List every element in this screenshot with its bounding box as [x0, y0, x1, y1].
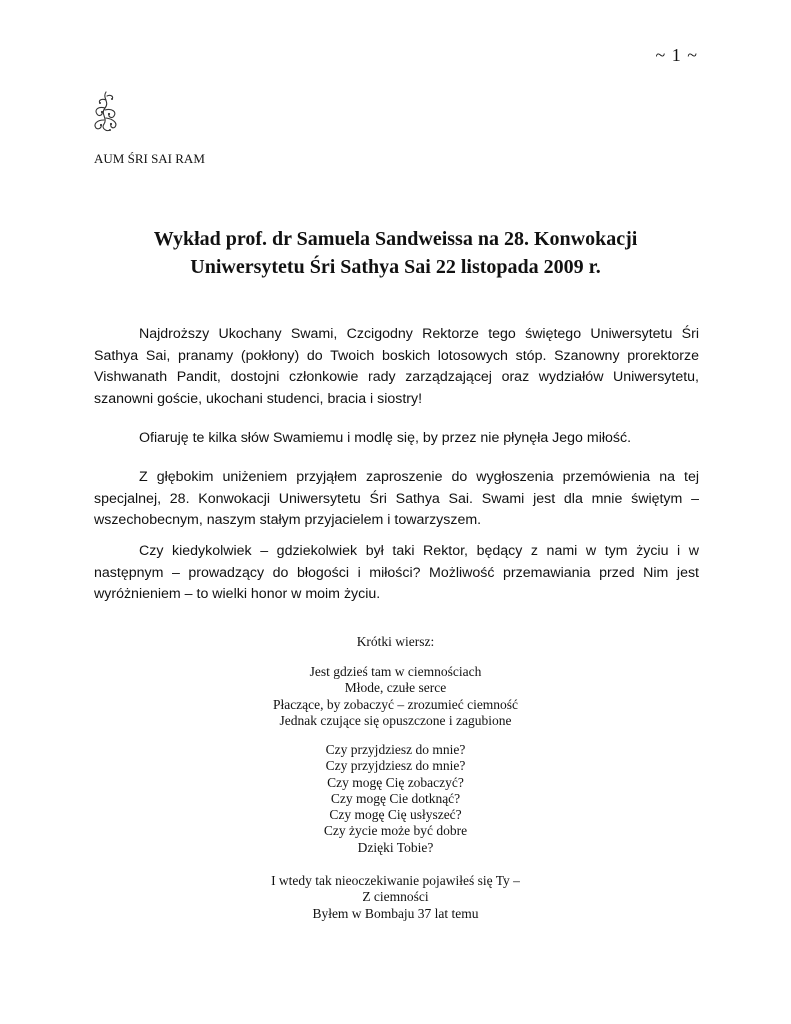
poem-line: Czy przyjdziesz do mnie?	[325, 742, 466, 757]
poem-stanza-2	[0, 742, 791, 856]
poem-line: Dzięki Tobie?	[357, 839, 434, 855]
poem-line: Jednak czujące się opuszczone i zagubione	[279, 712, 512, 728]
poem-stanza-1	[0, 664, 791, 729]
paragraph-4	[94, 541, 699, 606]
paragraph-3	[94, 467, 699, 532]
header-text: AUM ŚRI SAI RAM	[94, 151, 205, 166]
page-number: ~ 1 ~	[655, 45, 698, 65]
flourish-ornament-icon	[88, 90, 124, 134]
poem-stanza-3	[0, 873, 791, 922]
paragraph-1	[94, 324, 699, 410]
poem-line: Byłem w Bombaju 37 lat temu	[312, 905, 479, 921]
poem-line: Czy mogę Cie dotknąć?	[330, 790, 461, 806]
poem-line: Młode, czułe serce	[344, 680, 447, 696]
title-line-1: Wykład prof. dr Samuela Sandweissa na 28. Konwokacji	[153, 228, 638, 250]
poem-line: Czy życie może być dobre	[323, 823, 468, 839]
poem-line: Z ciemności	[362, 889, 429, 905]
paragraph-text: Z głębokim uniżeniem przyjąłem zaproszenie do wygłoszenia przemówienia na tej specjalnej, 28. Konwokacji Uniwersytetu Śri Sathya Sai. Swami jest dla mnie świętym – wszechobecnym, naszym stałym przyjacielem i towarzyszem.	[94, 469, 699, 529]
document-title	[80, 225, 711, 281]
poem-line: Jest gdzieś tam w ciemnościach	[309, 664, 482, 679]
paragraph-text: Czy kiedykolwiek – gdziekolwiek był taki Rektor, będący z nami w tym życiu i w następnym – prowadzący do błogości i miłości? Możliwość przemawiania przed Nim jest wyróżnieniem – to wielki honor w moim życiu.	[94, 543, 699, 603]
paragraph-text: Najdroższy Ukochany Swami, Czcigodny Rektorze tego świętego Uniwersytetu Śri Sathya Sai, pranamy (pokłony) do Twoich boskich lotosowych stóp. Szanowny prorektorze Vishwanath Pandit, dostojni członkowie rady zarządzającej oraz wydziałów Uniwersytetu, szanowni goście, ukochani studenci, bracia i siostry!	[94, 326, 699, 407]
poem-line: Czy mogę Cię zobaczyć?	[327, 774, 464, 790]
title-line-2: Uniwersytetu Śri Sathya Sai 22 listopada 2009 r.	[190, 256, 601, 278]
paragraph-text: Ofiaruję te kilka słów Swamiemu i modlę się, by przez nie płynęła Jego miłość.	[139, 430, 632, 446]
poem-line: Płaczące, by zobaczyć – zrozumieć ciemność	[272, 696, 519, 712]
poem-line: Czy przyjdziesz do mnie?	[325, 758, 466, 774]
paragraph-2	[94, 428, 699, 450]
poem-line: Czy mogę Cię usłyszeć?	[329, 807, 462, 823]
poem-title: Krótki wiersz:	[356, 634, 435, 649]
poem-line: I wtedy tak nieoczekiwanie pojawiłeś się Ty –	[271, 873, 520, 888]
